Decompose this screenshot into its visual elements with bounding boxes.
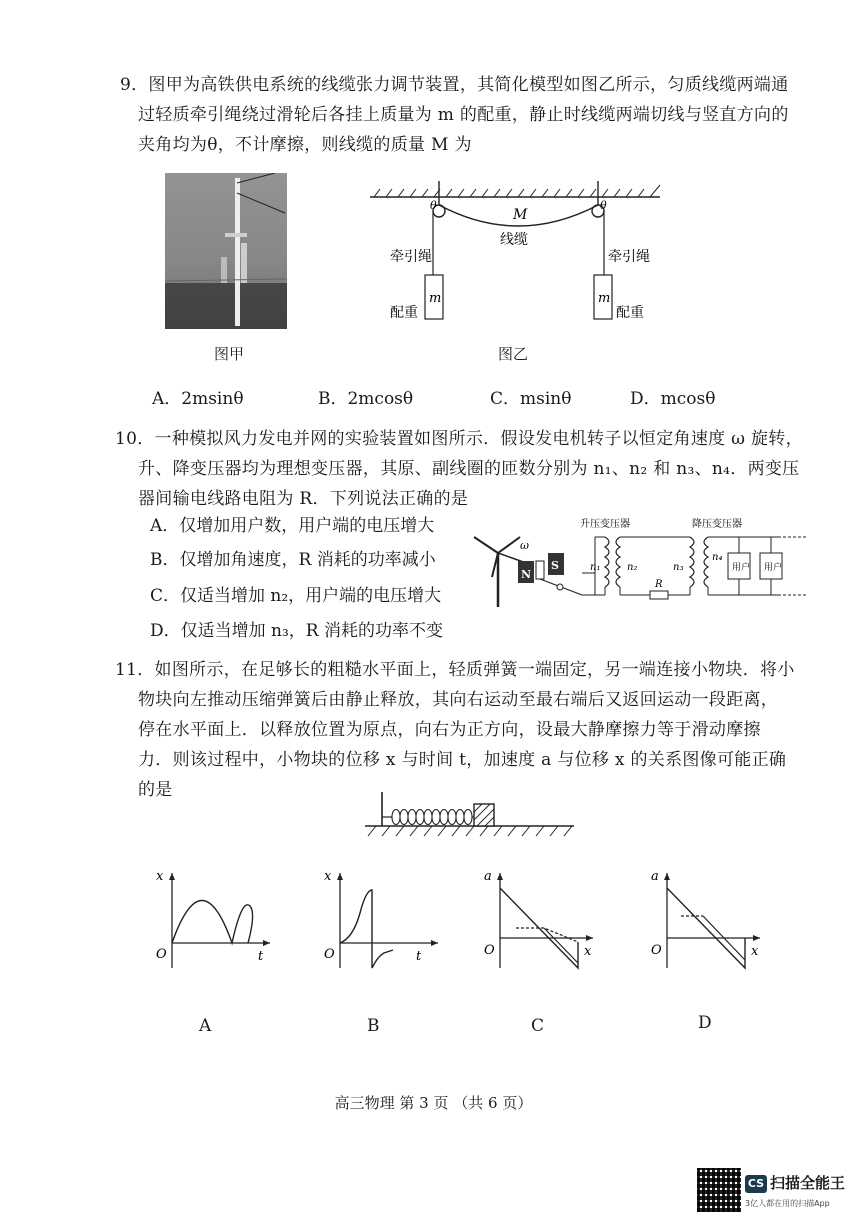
q10-line-3: 器间输电线路电阻为 R．下列说法正确的是 (138, 489, 469, 509)
q9-line-3: 夹角均为θ，不计摩擦，则线缆的质量 M 为 (138, 135, 472, 155)
graph-d-label: D (698, 1013, 712, 1033)
q10-circuit-diagram (470, 515, 810, 610)
page-footer: 高三物理 第 3 页 （共 6 页） (334, 1094, 533, 1112)
q11-line-4: 力．则该过程中，小物块的位移 x 与时间 t，加速度 a 与位移 x 的关系图像可能正确 (138, 750, 787, 770)
theta-right-label: θ (600, 199, 607, 212)
weight-right-label: 配重 (616, 305, 644, 321)
q11-line-3: 停在水平面上．以释放位置为原点，向右为正方向，设最大静摩擦力等于滑动摩擦 (138, 720, 761, 740)
cable-mass-label: M (513, 207, 528, 223)
user-1-label: 用户 (732, 563, 751, 573)
omega-label: ω (520, 539, 529, 552)
camscanner-subtitle: 3亿人都在用的扫描App (745, 1199, 830, 1208)
n2-label: n₂ (627, 562, 638, 573)
graph-a-label: A (199, 1016, 212, 1036)
graph-c-xaxis: x (584, 944, 592, 959)
graph-b-xaxis: t (416, 949, 422, 964)
weight-right-m: m (598, 291, 611, 306)
graph-b-yaxis: x (324, 869, 332, 884)
graph-a-xaxis: t (258, 949, 264, 964)
q11-line-2: 物块向左推动压缩弹簧后由静止释放，其向右运动至最右端后又返回运动一段距离， (138, 690, 779, 710)
graph-a-yaxis: x (156, 869, 164, 884)
q11-line-1: 11．如图所示，在足够长的粗糙水平面上，轻质弹簧一端固定，另一端连接小物块．将小 (115, 660, 795, 680)
q9-option-c: C．msinθ (490, 389, 572, 409)
step-down-label: 降压变压器 (692, 519, 742, 530)
weight-left-m: m (429, 291, 442, 306)
rope-left-label: 牵引绳 (390, 249, 432, 265)
step-up-label: 升压变压器 (580, 519, 630, 530)
q9-line-2: 过轻质牵引绳绕过滑轮后各挂上质量为 m 的配重，静止时线缆两端切线与竖直方向的 (138, 105, 789, 125)
camscanner-title: 扫描全能王 (770, 1174, 846, 1192)
figure-jia-photo (165, 173, 287, 329)
q10-option-c: C．仅适当增加 n₂，用户端的电压增大 (150, 586, 442, 606)
theta-left-label: θ (430, 199, 437, 212)
q10-line-2: 升、降变压器均为理想变压器，其原、副线圈的匝数分别为 n₁、n₂ 和 n₃、n₄．两变压 (138, 459, 800, 479)
n1-label: n₁ (590, 562, 601, 573)
spring-block-diagram (360, 782, 580, 842)
q9-option-a: A．2msinθ (152, 389, 244, 409)
graph-a (150, 868, 275, 978)
weight-left-label: 配重 (390, 305, 418, 321)
q10-line-1: 10．一种模拟风力发电并网的实验装置如图所示．假设发电机转子以恒定角速度 ω 旋转， (115, 429, 803, 449)
q9-line-1: 9．图甲为高铁供电系统的线缆张力调节装置，其简化模型如图乙所示，匀质线缆两端通 (120, 75, 789, 95)
camscanner-logo: CS (745, 1175, 767, 1193)
graph-c-yaxis: a (484, 869, 492, 884)
figure-yi-caption: 图乙 (498, 345, 529, 363)
graph-c (478, 868, 603, 978)
q11-line-5: 的是 (138, 780, 173, 800)
figure-jia-caption: 图甲 (214, 345, 245, 363)
graph-d (645, 868, 770, 978)
user-2-label: 用户 (764, 563, 783, 573)
magnet-n-label: N (521, 568, 532, 581)
graph-b-label: B (367, 1016, 380, 1036)
q10-option-d: D．仅适当增加 n₃，R 消耗的功率不变 (150, 621, 444, 641)
qr-code-icon (697, 1168, 741, 1212)
q10-option-b: B．仅增加角速度，R 消耗的功率减小 (150, 550, 436, 570)
graph-d-xaxis: x (751, 944, 759, 959)
graph-d-origin: O (651, 943, 662, 958)
graph-c-origin: O (484, 943, 495, 958)
graph-d-yaxis: a (651, 869, 659, 884)
n4-label: n₄ (712, 552, 723, 563)
cable-label: 线缆 (500, 232, 528, 248)
q10-option-a: A．仅增加用户数，用户端的电压增大 (150, 516, 435, 536)
graph-b-origin: O (324, 947, 335, 962)
q9-option-b: B．2mcosθ (318, 389, 414, 409)
n3-label: n₃ (673, 562, 684, 573)
graph-a-origin: O (156, 947, 167, 962)
resistor-r-label: R (655, 579, 663, 590)
graph-b (318, 868, 443, 978)
figure-yi-diagram (360, 175, 670, 335)
rope-right-label: 牵引绳 (608, 249, 650, 265)
magnet-s-label: S (551, 559, 559, 572)
q9-option-d: D．mcosθ (630, 389, 716, 409)
graph-c-label: C (531, 1016, 545, 1036)
